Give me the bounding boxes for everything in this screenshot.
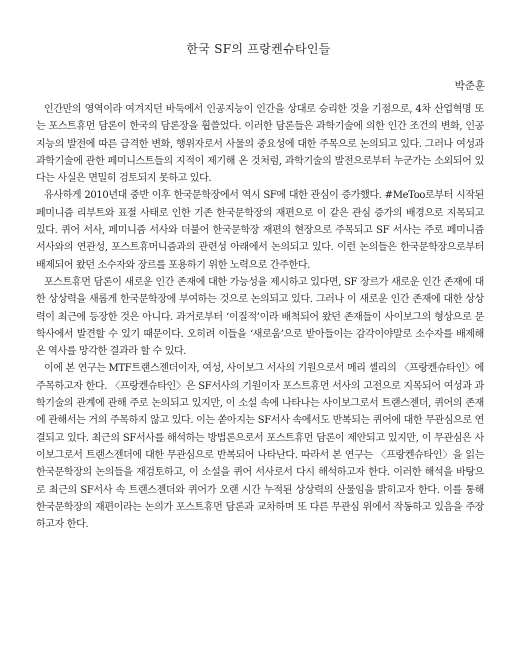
- paragraph-4: 이에 본 연구는 MTF트랜스젠더이자, 여성, 사이보그 서사의 기원으로서 메리 셸리의 〈프랑켄슈타인〉에 주목하고자 한다. 〈프랑켄슈타인〉은 SF서사의 기원이자 포스트휴먼 서사의 고전으로 지목되어 여성과 과학기술의 관계에 관해 주로 논의되고 있지만, 이 소설 속에 나타나는 사이보그로서 트랜스젠더, 퀴어의 존재에 관해서는 거의 주목하지 않고 있다. 이는 쏟아지는 SF서사 속에서도 반복되는 퀴어에 대한 무관심으로 연결되고 있다. 최근의 SF서사를 해석하는 방법론으로서 포스트휴먼 담론이 제안되고 있지만, 이 무관심은 사이보그로서 트랜스젠더에 대한 무관심으로 반복되어 나타난다. 따라서 본 연구는 〈프랑켄슈타인〉을 읽는 한국문학장의 논의들을 재검토하고, 이 소설을 퀴어 서사로서 다시 해석하고자 한다. 이러한 해석을 바탕으로 최근의 SF서사 속 트랜스젠더와 퀴어가 오랜 시간 누적된 상상력의 산물임을 밝히고자 한다. 이를 통해 한국문학장의 재편이라는 논의가 포스트휴먼 담론과 교차하며 또 다른 무관심 위에서 작동하고 있음을 주장하고자 한다.: [36, 363, 484, 531]
- author-name: 박준훈: [454, 80, 485, 92]
- paragraph-1: 인간만의 영역이라 여겨지던 바둑에서 인공지능이 인간을 상대로 승리한 것을 기점으로, 4차 산업혁명 또는 포스트휴먼 담론이 한국의 담론장을 휩쓸었다. 이러한 담론들은 과학기술에 의한 인간 조건의 변화, 인공지능의 발전에 따른 급격한 변화, 행위자로서 사물의 중요성에 대한 주목으로 논의되고 있다. 그러나 여성과 과학기술에 관한 페미니스트들의 지적이 제기해 온 것처럼, 과학기술의 발전으로부터 누군가는 소외되어 있다는 사실은 면밀히 검토되지 못하고 있다.: [36, 104, 484, 185]
- paragraph-3: 포스트휴먼 담론이 새로운 인간 존재에 대한 가능성을 제시하고 있다면, SF 장르가 새로운 인간 존재에 대한 상상력을 새롭게 한국문학장에 부여하는 것으로 논의되고 있다. 그러나 이 새로운 인간 존재에 대한 상상력이 최근에 등장한 것은 아니다. 과거로부터 ‘이질적’이라 배척되어 왔던 존재들이 사이보그의 형상으로 문학사에서 발견할 수 있기 때문이다. 오히려 이들을 ‘새로움’으로 받아들이는 감각이야말로 소수자를 배제해 온 역사를 망각한 결과라 할 수 있다.: [36, 276, 484, 358]
- document-title: 한국 SF의 프랑켄슈타인들: [186, 42, 331, 56]
- paragraph-2: 유사하게 2010년대 중반 이후 한국문학장에서 역시 SF에 대한 관심이 증가했다. #MeToo로부터 시작된 페미니즘 리부트와 표절 사태로 인한 기존 한국문학장의 재편으로 이 같은 관심 증가의 배경으로 지목되고 있다. 퀴어 서사, 페미니즘 서사와 더불어 한국문학장 재편의 현장으로 주목되고 SF 서사는 주로 페미니즘 서사와의 연관성, 포스트휴머니즘과의 관련성 아래에서 논의되고 있다. 이런 논의들은 한국문학장으로부터 배제되어 왔던 소수자와 장르를 포용하기 위한 노력으로 간주한다.: [36, 190, 484, 271]
- abstract-body: [36, 101, 484, 533]
